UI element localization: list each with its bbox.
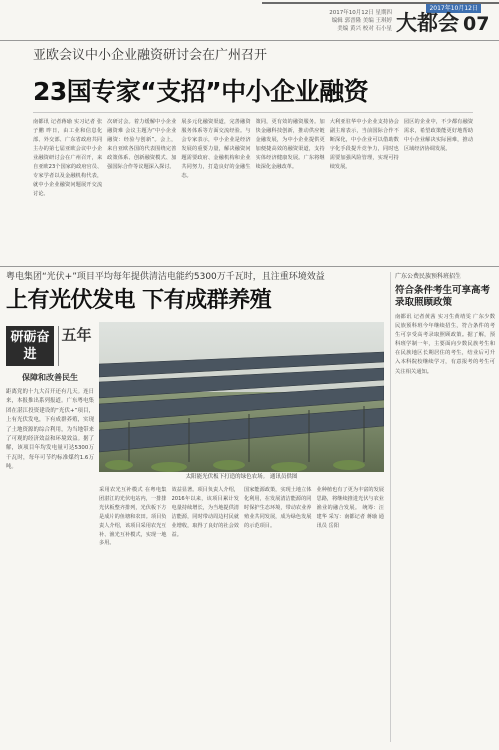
right-story-text: 南都讯 记者黄茜 实习生黄靖雯 广东少数民族预科班今年继续招生，符合条件的考生可享受高考录取照顾政策。据了解，预科班学制一年，主要面向少数民族考生和在民族地区长期居住的考生，结业后可升入本科院校继续学习，有意报考的考生可关注相关通知。 xyxy=(395,314,495,375)
right-story-headline[interactable]: 符合条件考生可享高考录取照顾政策 xyxy=(395,285,491,308)
solar-farm-illustration xyxy=(99,322,384,472)
masthead-bottom-rule xyxy=(0,40,499,41)
story2-col-3: 国家能源政策，实现土地立体化利用，在发展清洁能源的同时保护生态环境，带动农业养殖业共同发展，成为绿色发展的示范项目。 xyxy=(244,487,312,529)
series-tag: 保障和改善民生 xyxy=(22,373,78,382)
masthead-editors: 编辑 郭晋隆 美编 王琪婷 xyxy=(331,18,392,24)
story1-kicker: 亚欧会议中小企业融资研讨会在广州召开 xyxy=(33,48,268,63)
series-logo-left: 研砺奋进 xyxy=(6,326,54,366)
story1-col-6: 园区的企业中，不少都有融资需求，希望政策能更好地帮助中小企业解决实际困难，推动区域经济协调发展。 xyxy=(403,119,474,152)
photo-caption: 太阳能光伏板下打造的绿色农场。 通讯员供图 xyxy=(185,474,298,480)
story1-headline[interactable]: 23国专家“支招”中小企业融资 xyxy=(33,77,369,106)
story1-col-4: 策同，更有效的融资服务。加快金融科技创新，推动供应链金融发展，为中小企业提供更加便捷高效的融资渠道，支持实体经济健康发展。广东将继续深化金融改革。 xyxy=(255,119,325,170)
story1-col-1: 南都讯 记者蒋瑜 实习记者 张子鹏 昨日，由工业和信息化部、外交部、广东省政府共同主办的第七届亚欧会议中小企业融资研讨会在广州召开，来自亚欧23个国家的政府官员、专家学者以及金融机构代表，就中小企业融资问题展开交流讨论。 xyxy=(33,119,103,197)
story1-col-3: 展多元化融资渠道，完善融资服务体系等方面交流经验。与会专家表示，中小企业是经济发展的重要力量，解决融资问题需要政府、金融机构和企业共同努力，打造良好的金融生态。 xyxy=(181,119,251,179)
story2-body xyxy=(99,486,384,742)
story2-kicker: 粤电集团“光伏+”项目平均每年提供清洁电能约5300万千瓦时，且注重环境效益 xyxy=(6,272,325,282)
story-separator xyxy=(0,266,499,267)
story2-col-2: 效益显著。项目负责人介绍，2016年以来，该项目累计发电量持续增长，为当地提供清洁能源，同时带动周边村民就业增收，取得了良好的社会效益。 xyxy=(171,487,239,538)
date-badge: 2017年10月12日 xyxy=(426,4,481,13)
right-column-divider xyxy=(390,272,391,742)
right-story-kicker: 广东公费民族预科班招生 xyxy=(395,273,462,280)
page-number: 07 xyxy=(463,13,490,35)
story1-col-2: 次研讨会。着力缓解中小企业融资难 会议主题为“中小企业融资：经验与创新”。会上，来自亚欧各国的代表围绕完善政策体系、创新融资模式、加强国际合作等议题深入探讨。 xyxy=(107,119,177,170)
story1-body xyxy=(33,118,473,263)
story2-headline[interactable]: 上有光伏发电 下有成群养殖 xyxy=(6,288,272,313)
solar-farm-photo xyxy=(99,322,384,472)
masthead-date: 2017年10月12日 星期四 xyxy=(329,10,392,16)
series-logo-right: 五年 xyxy=(58,326,94,366)
story1-divider xyxy=(33,112,473,113)
masthead-proofreaders: 美编 黄兴 校对 石小星 xyxy=(337,26,392,32)
masthead-info xyxy=(307,9,392,33)
story1-col-5: 大利亚驻华中小企业支持协会副主席表示，当前国际合作不断深化，中小企业可以借助数字化手段提升竞争力，同时也需要加强风险管理，实现可持续发展。 xyxy=(329,119,399,170)
series-sidebar xyxy=(6,326,94,736)
right-column-story xyxy=(395,272,495,742)
sidebar-text: 距离党的十九大召开还有几天。连日来，本报推出系列报道。广东粤电集团在湛江投资建设的“光伏+”项目，上有光伏发电，下有成群养殖，实现了土地资源的综合利用，为当地带来了可观的经济效益和环境效益。据了解，该项目年均发电量可达5300万千瓦时，每年可节约标准煤约1.6万吨。 xyxy=(6,389,94,471)
story2-col-4: 业种植也有了更为丰富的发展思路，将继续推进光伏与农业渔业的融合发展。 统筹：汪建华 采写：南都记者 蒋瑜 通讯员 岳阳 xyxy=(316,487,384,529)
section-title: 大都会 xyxy=(396,10,459,35)
series-logo xyxy=(6,326,94,371)
story2-col-1: 采用农光互补模式 在粤电集团湛江的光伏电站内，一排排光伏板整齐排列，光伏板下方是成片的鱼塘和农田。项目负责人介绍，该项目采用农光互补、渔光互补模式，实现一地多用。 xyxy=(99,487,167,547)
masthead xyxy=(0,0,499,42)
